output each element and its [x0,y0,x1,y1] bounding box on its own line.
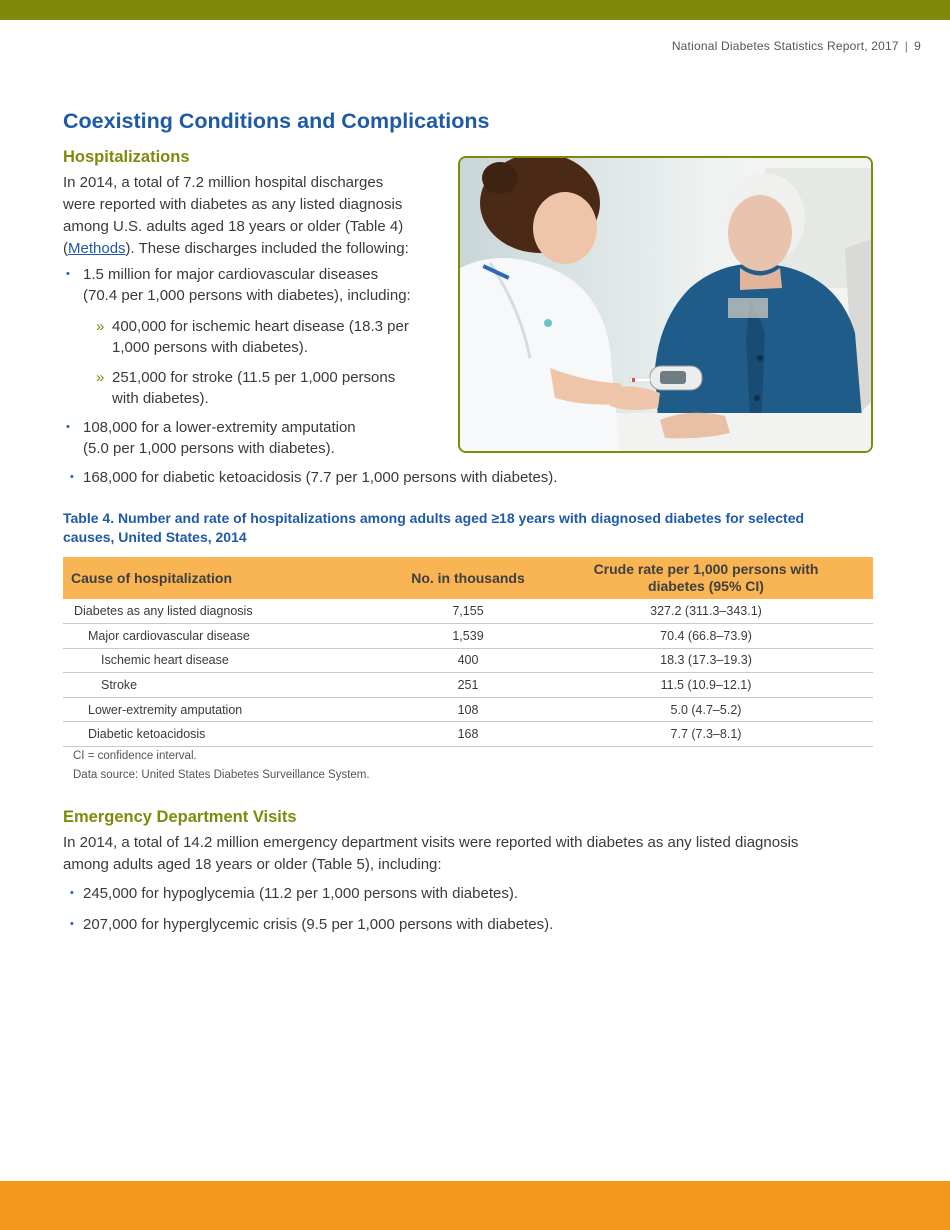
bullet-text: 245,000 for hypoglycemia (11.2 per 1,000 persons with diabetes). [83,885,518,902]
methods-link[interactable]: Methods [68,240,126,257]
header-separator: | [904,39,909,53]
cell-rate: 5.0 (4.7–5.2) [539,697,873,722]
bullet-hypoglycemia [70,883,830,904]
bullet-dot: • [66,421,70,433]
table-note-ci: CI = confidence interval. [73,750,197,762]
cell-rate: 11.5 (10.9–12.1) [539,673,873,698]
subbullet-text: with diabetes). [112,390,209,407]
cell-number: 168 [397,722,539,747]
bullet-text: 207,000 for hyperglycemic crisis (9.5 per 1,000 persons with diabetes). [83,916,554,933]
intro-line: were reported with diabetes as any listed diagnosis [63,196,403,213]
cell-cause: Lower-extremity amputation [63,697,397,722]
bullet-cardiovascular [66,264,446,306]
table-row [63,599,873,624]
cell-rate: 70.4 (66.8–73.9) [539,624,873,649]
subbullet-text: 400,000 for ischemic heart disease (18.3 per [112,318,409,335]
table-title-line: Table 4. Number and rate of hospitalizations among adults aged ≥18 years with diagnosed diabetes for selected [63,510,805,526]
bullet-text: 108,000 for a lower-extremity amputation [83,419,356,436]
subbullet-arrow: » [96,369,105,386]
table-row [63,722,873,747]
intro-tail: ). These discharges included the following: [125,240,409,257]
header-rate-line: diabetes (95% CI) [648,578,764,594]
cell-cause: Diabetes as any listed diagnosis [63,599,397,624]
table-4 [63,557,873,747]
header-rate-line: Crude rate per 1,000 persons with [593,561,819,577]
table-note-source: Data source: United States Diabetes Surveillance System. [73,769,370,781]
cell-cause: Stroke [63,673,397,698]
cell-cause: Diabetic ketoacidosis [63,722,397,747]
subbullet-ischemic [96,316,436,358]
photo-illustration [460,158,873,453]
bullet-dot: • [70,887,74,899]
page-title: Coexisting Conditions and Complications [63,109,490,133]
running-head [672,39,921,53]
table-header-row [63,557,873,599]
table-row [63,697,873,722]
cell-number: 400 [397,648,539,673]
top-color-bar [0,0,950,20]
bullet-hyperglycemic [70,914,830,935]
table-row [63,673,873,698]
header-cause: Cause of hospitalization [63,557,397,599]
emergency-heading: Emergency Department Visits [63,808,297,826]
bullet-dot: • [66,268,70,280]
cell-cause: Major cardiovascular disease [63,624,397,649]
table-title-line: causes, United States, 2014 [63,529,247,545]
cell-number: 108 [397,697,539,722]
subbullet-arrow: » [96,318,105,335]
cell-rate: 7.7 (7.3–8.1) [539,722,873,747]
cell-number: 7,155 [397,599,539,624]
header-number: No. in thousands [397,557,539,599]
subbullet-text: 1,000 persons with diabetes). [112,339,308,356]
intro-line [63,238,453,260]
bottom-color-bar [0,1181,950,1230]
bullet-text: (5.0 per 1,000 persons with diabetes). [83,440,335,457]
cell-number: 1,539 [397,624,539,649]
paren-open: ( [63,240,68,257]
nurse-patient-photo [458,156,873,453]
subbullet-text: 251,000 for stroke (11.5 per 1,000 persons [112,369,396,386]
bullet-dot: • [70,918,74,930]
bullet-dot: • [70,471,74,483]
table-row [63,648,873,673]
bullet-amputation [66,417,446,459]
header-rate [539,557,873,599]
table-4-title [63,509,878,547]
page-number: 9 [914,39,921,53]
bullet-text: (70.4 per 1,000 persons with diabetes), including: [83,287,411,304]
bullet-text: 168,000 for diabetic ketoacidosis (7.7 per 1,000 persons with diabetes). [83,469,558,486]
cell-rate: 18.3 (17.3–19.3) [539,648,873,673]
subbullet-stroke [96,367,436,409]
hospitalizations-heading: Hospitalizations [63,148,190,166]
bullet-ketoacidosis [70,467,830,488]
intro-line: In 2014, a total of 14.2 million emergency department visits were reported with diabetes as any listed diagnosis [63,834,799,851]
bullet-text: 1.5 million for major cardiovascular diseases [83,266,379,283]
intro-line: among adults aged 18 years or older (Table 5), including: [63,856,442,873]
intro-line: among U.S. adults aged 18 years or older (Table 4) [63,218,404,235]
cell-cause: Ischemic heart disease [63,648,397,673]
cell-rate: 327.2 (311.3–343.1) [539,599,873,624]
intro-line: In 2014, a total of 7.2 million hospital discharges [63,174,384,191]
table-row [63,624,873,649]
report-title: National Diabetes Statistics Report, 2017 [671,39,899,53]
emergency-intro [63,832,883,876]
cell-number: 251 [397,673,539,698]
hospitalizations-intro [63,172,453,260]
